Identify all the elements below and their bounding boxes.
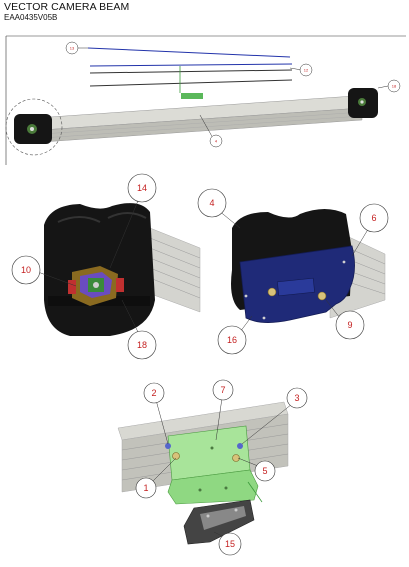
- callout-3: [287, 388, 307, 408]
- detail-camera-front: [12, 174, 200, 359]
- callout-5: [255, 461, 275, 481]
- callout-2-label: 2: [151, 388, 157, 398]
- callout-12: [300, 64, 312, 76]
- callout-2: [144, 383, 164, 403]
- callout-6: [360, 204, 388, 232]
- overview-panel: [6, 36, 406, 165]
- callout-6-label: 6: [371, 213, 377, 223]
- center-mount: [181, 93, 203, 99]
- callout-9-label: 9: [347, 320, 353, 330]
- callout-1: [136, 478, 156, 498]
- bracket-plate: [184, 500, 254, 544]
- callout-18-overview: [388, 80, 400, 92]
- callout-15-label: 15: [224, 539, 236, 549]
- part-number: EAA0435V05B: [4, 13, 58, 22]
- callout-12-label: 12: [303, 67, 309, 73]
- beam-overview: [36, 96, 362, 142]
- callout-4-back: [198, 189, 226, 217]
- callout-9: [336, 311, 364, 339]
- callout-13: [66, 42, 78, 54]
- callout-1-label: 1: [143, 483, 149, 493]
- detail-camera-back: [198, 189, 388, 354]
- detail-bracket: [118, 380, 307, 555]
- callout-14-label: 14: [136, 183, 148, 193]
- callout-16-label: 16: [226, 335, 238, 345]
- callout-18-overview-label: 18: [391, 83, 397, 89]
- callout-7-label: 7: [220, 385, 226, 395]
- callout-10-label: 10: [20, 265, 32, 275]
- callout-7: [213, 380, 233, 400]
- callout-15: [219, 533, 241, 555]
- callout-4-overview-label: 4: [214, 138, 218, 144]
- cable-set: [88, 48, 292, 99]
- callout-13-label: 13: [69, 45, 75, 51]
- camera-right-overview: [348, 88, 378, 118]
- callout-18-front: [128, 331, 156, 359]
- callout-18-front-label: 18: [136, 340, 148, 350]
- callout-14: [128, 174, 156, 202]
- callout-4-back-label: 4: [209, 198, 215, 208]
- callout-16: [218, 326, 246, 354]
- callout-5-label: 5: [262, 466, 268, 476]
- callout-10: [12, 256, 40, 284]
- diagram-title: VECTOR CAMERA BEAM: [4, 1, 130, 13]
- callout-3-label: 3: [294, 393, 300, 403]
- callout-4-overview: [210, 135, 222, 147]
